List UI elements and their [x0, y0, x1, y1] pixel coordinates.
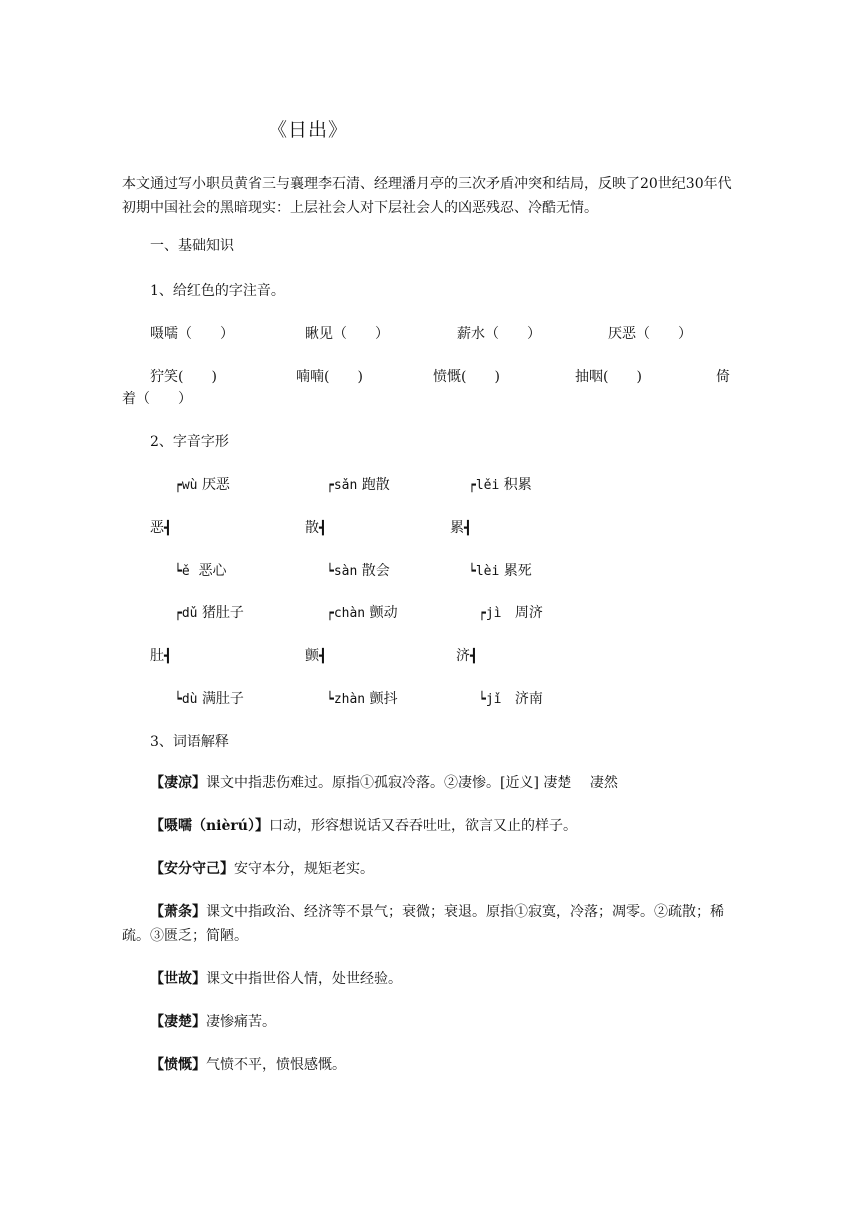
question-1-heading: 1、给红色的字注音。: [150, 283, 285, 299]
example-word: 颤动: [369, 605, 398, 621]
example-word: 散会: [361, 563, 390, 579]
pinyin-item-continuation: 着（ ）: [122, 391, 192, 407]
section-heading-basics: 一、基础知识: [150, 238, 234, 254]
bracket-bottom-entry: [326, 690, 398, 709]
definition-text: 课文中指政治、经济等不景气；衰微；衰退。原指①寂寞，冷落；凋零。②疏散；稀疏。③匮乏；简陋。: [122, 904, 724, 944]
example-word: 周济: [514, 605, 543, 621]
pinyin-item: 厌恶（ ）: [608, 326, 692, 342]
bracket-mid: ┫: [319, 521, 327, 536]
bracket-bottom-entry: [468, 562, 532, 581]
pinyin-reading: jǐ: [485, 692, 502, 707]
bracket-top-corner: ┍: [468, 478, 476, 493]
example-word: 积累: [503, 477, 532, 493]
question-2-heading: 2、字音字形: [150, 434, 229, 450]
polyphonic-char-label: 散: [305, 520, 319, 536]
definition-text: 气愤不平，愤恨感慨。: [206, 1057, 346, 1073]
pinyin-item: 狞笑( ): [150, 369, 217, 385]
definition-text: 课文中指世俗人情，处世经验。: [206, 971, 402, 987]
polyphonic-char: [450, 519, 472, 538]
bracket-top-entry: [174, 476, 230, 495]
polyphonic-char-label: 累: [450, 520, 464, 536]
example-word: 济南: [514, 691, 543, 707]
polyphonic-char: [305, 519, 327, 538]
pinyin-item: 薪水（ ）: [457, 326, 541, 342]
pinyin-reading: zhàn: [333, 692, 366, 707]
definition-term: 【凄凉】: [150, 775, 206, 791]
pinyin-reading: wù: [181, 478, 198, 493]
bracket-top-corner: ┍: [478, 606, 486, 621]
intro-paragraph: 本文通过写小职员黄省三与襄理李石清、经理潘月亭的三次矛盾冲突和结局，反映了20世纪30年代初期中国社会的黑暗现实：上层社会人对下层社会人的凶恶残忍、冷酷无情。: [122, 176, 732, 216]
question-3-heading: 3、词语解释: [150, 734, 229, 750]
bracket-bottom-corner: ┕: [174, 692, 182, 707]
definition-term: 【愤慨】: [150, 1057, 206, 1073]
definition-entry: [150, 857, 744, 881]
bracket-top-corner: ┍: [326, 606, 334, 621]
example-word: 满肚子: [201, 691, 244, 707]
example-word: 猪肚子: [201, 605, 244, 621]
definition-entry: [150, 1010, 744, 1034]
pinyin-reading: lèi: [475, 564, 500, 579]
definition-entry: [150, 1053, 744, 1077]
polyphonic-char-label: 恶: [150, 520, 164, 536]
bracket-mid: ┫: [164, 649, 172, 664]
bracket-top-corner: ┍: [174, 478, 182, 493]
pinyin-item: 倚: [716, 369, 730, 385]
bracket-top-entry: [174, 604, 244, 623]
document-title: 《日出》: [268, 119, 349, 141]
bracket-mid: ┫: [319, 649, 327, 664]
definition-text: 凄惨痛苦。: [206, 1014, 276, 1030]
polyphonic-char-label: 肚: [150, 648, 164, 664]
pinyin-reading: ě: [181, 564, 190, 579]
polyphonic-char-label: 颤: [305, 648, 319, 664]
bracket-mid: ┫: [164, 521, 172, 536]
bracket-mid: ┫: [470, 649, 478, 664]
bracket-bottom-corner: ┕: [326, 564, 334, 579]
bracket-bottom-corner: ┕: [174, 564, 182, 579]
bracket-bottom-corner: ┕: [478, 692, 486, 707]
definition-entry: [122, 900, 744, 948]
pinyin-item: 喃喃( ): [296, 369, 363, 385]
definition-text: 口动，形容想说话又吞吞吐吐，欲言又止的样子。: [268, 818, 577, 834]
definition-text: 安守本分，规矩老实。: [234, 861, 374, 877]
definition-entry: [150, 967, 744, 991]
bracket-bottom-entry: [174, 562, 227, 581]
bracket-bottom-corner: ┕: [468, 564, 476, 579]
bracket-top-entry: [468, 476, 532, 495]
definition-term: 【安分守己】: [150, 861, 234, 877]
bracket-bottom-entry: [174, 690, 244, 709]
bracket-bottom-entry: [478, 690, 543, 709]
pinyin-reading: jì: [485, 606, 502, 621]
example-word: 跑散: [361, 477, 390, 493]
example-word: 累死: [503, 563, 532, 579]
bracket-bottom-entry: [326, 562, 390, 581]
pinyin-reading: chàn: [333, 606, 366, 621]
bracket-top-corner: ┍: [174, 606, 182, 621]
bracket-top-corner: ┍: [326, 478, 334, 493]
pinyin-item: 嗫嚅（ ）: [150, 326, 234, 342]
pinyin-item: 愤慨( ): [433, 369, 500, 385]
example-word: 恶心: [198, 563, 227, 579]
definition-text: 课文中指悲伤难过。原指①孤寂冷落。②凄惨。[近义] 凄楚 凄然: [206, 775, 618, 791]
definition-term: 【凄楚】: [150, 1014, 206, 1030]
bracket-top-entry: [326, 604, 398, 623]
example-word: 颤抖: [369, 691, 398, 707]
pinyin-item: 抽咽( ): [575, 369, 642, 385]
example-word: 厌恶: [201, 477, 230, 493]
bracket-top-entry: [478, 604, 543, 623]
pinyin-reading: dù: [181, 692, 198, 707]
bracket-bottom-corner: ┕: [326, 692, 334, 707]
definition-term: 【嗫嚅（nièrú）】: [150, 818, 269, 834]
polyphonic-char: [150, 519, 172, 538]
bracket-mid: ┫: [464, 521, 472, 536]
pinyin-reading: lěi: [475, 478, 500, 493]
polyphonic-char-label: 济: [456, 648, 470, 664]
polyphonic-char: [456, 647, 478, 666]
definition-term: 【世故】: [150, 971, 206, 987]
pinyin-reading: sàn: [333, 564, 358, 579]
definition-entry: [150, 814, 744, 838]
bracket-top-entry: [326, 476, 390, 495]
pinyin-reading: dǔ: [181, 606, 198, 621]
polyphonic-char: [305, 647, 327, 666]
definition-term: 【萧条】: [150, 904, 206, 920]
polyphonic-char: [150, 647, 172, 666]
definition-entry: [150, 771, 744, 795]
pinyin-item: 瞅见（ ）: [305, 326, 389, 342]
pinyin-reading: sǎn: [333, 478, 358, 493]
